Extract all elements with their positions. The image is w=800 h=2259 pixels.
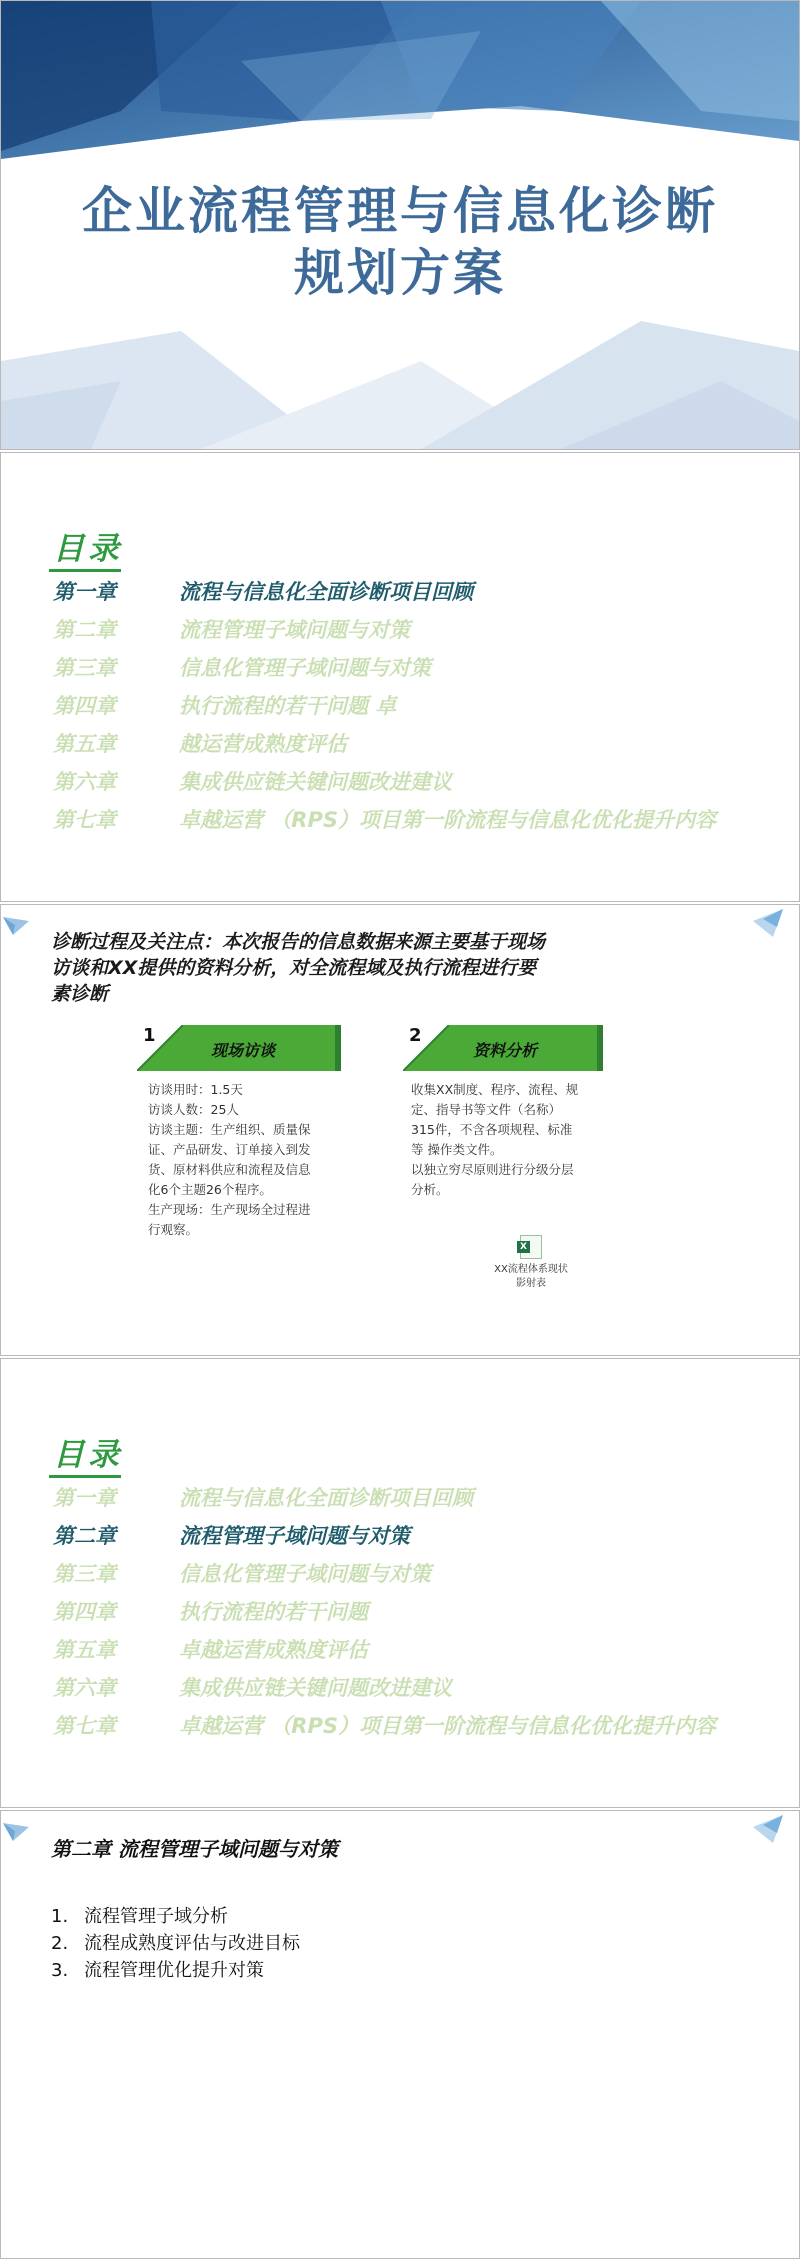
toc-chapter-title: 流程管理子域问题与对策 <box>179 1524 410 1548</box>
toc-chapter-number: 第三章 <box>53 1562 116 1586</box>
card-line: 315件，不含各项规程、标准 <box>411 1122 573 1137</box>
card-line: 以独立穷尽原则进行分级分层 <box>411 1162 574 1177</box>
card-line: 访谈主题：生产组织、质量保 <box>148 1122 311 1137</box>
toc-item-chapter-7[interactable] <box>53 1710 716 1744</box>
list-item-text: 流程成熟度评估与改进目标 <box>84 1933 300 1954</box>
toc-chapter-title: 执行流程的若干问题 <box>179 1600 368 1624</box>
corner-decoration-left <box>3 1821 31 1843</box>
card-line: 证、产品研发、订单接入到发 <box>148 1142 311 1157</box>
toc-item-chapter-1[interactable] <box>53 1482 473 1516</box>
toc-item-chapter-6[interactable] <box>53 1672 452 1706</box>
list-item <box>51 1957 300 1984</box>
corner-decoration-right <box>749 907 785 939</box>
card-line: 收集XX制度、程序、流程、规 <box>411 1082 579 1097</box>
toc-chapter-number: 第二章 <box>53 1524 116 1548</box>
toc-item-chapter-7[interactable] <box>53 804 716 838</box>
toc-chapter-number: 第四章 <box>53 1600 116 1624</box>
toc-item-chapter-3[interactable] <box>53 652 431 686</box>
toc-heading: 目录 <box>53 531 123 567</box>
chapter2-list <box>51 1903 300 1984</box>
list-item <box>51 1930 300 1957</box>
toc-chapter-number: 第六章 <box>53 770 116 794</box>
toc-chapter-title: 流程与信息化全面诊断项目回顾 <box>179 580 473 604</box>
list-item-number: 3. <box>51 1960 69 1981</box>
toc-chapter-number: 第七章 <box>53 808 116 832</box>
diagnosis-heading-line1: 诊断过程及关注点：本次报告的信息数据来源主要基于现场 <box>51 931 546 953</box>
diagnosis-slide <box>0 904 800 1356</box>
toc-item-chapter-4[interactable] <box>53 690 396 724</box>
toc-chapter-number: 第一章 <box>53 1486 116 1510</box>
toc-chapter-number: 第四章 <box>53 694 116 718</box>
toc-slide-1 <box>0 452 800 902</box>
chapter2-slide <box>0 1810 800 2259</box>
toc-chapter-title: 越运营成熟度评估 <box>179 732 347 756</box>
card-line: 访谈用时：1.5天 <box>148 1082 243 1097</box>
toc-chapter-number: 第一章 <box>53 580 116 604</box>
toc-chapter-title: 集成供应链关键问题改进建议 <box>179 770 452 794</box>
card-banner-docs <box>403 1025 603 1071</box>
excel-file-icon[interactable]: X <box>520 1235 542 1259</box>
toc-chapter-number: 第五章 <box>53 1638 116 1662</box>
toc-chapter-title: 卓越运营 （RPS）项目第一阶流程与信息化优化提升内容 <box>179 808 716 832</box>
corner-decoration-right <box>749 1813 785 1845</box>
toc-chapter-number: 第三章 <box>53 656 116 680</box>
toc-chapter-number: 第六章 <box>53 1676 116 1700</box>
cover-title-line2: 规划方案 <box>294 244 506 302</box>
list-item-text: 流程管理子域分析 <box>84 1906 228 1927</box>
toc-heading-underline <box>49 569 121 572</box>
attachment-label-line1: XX流程体系现状 <box>494 1264 568 1275</box>
card-body-docs <box>411 1080 607 1200</box>
card-line: 访谈人数：25人 <box>148 1102 239 1117</box>
toc-chapter-title: 集成供应链关键问题改进建议 <box>179 1676 452 1700</box>
toc-item-chapter-1[interactable] <box>53 576 473 610</box>
cover-slide <box>0 0 800 450</box>
card-title: 资料分析 <box>473 1041 538 1060</box>
toc-slide-2 <box>0 1358 800 1808</box>
chapter2-heading: 第二章 流程管理子域问题与对策 <box>51 1837 338 1861</box>
list-item <box>51 1903 300 1930</box>
toc-item-chapter-5[interactable] <box>53 1634 368 1668</box>
list-item-text: 流程管理优化提升对策 <box>84 1960 264 1981</box>
toc-chapter-title: 卓越运营成熟度评估 <box>179 1638 368 1662</box>
card-title: 现场访谈 <box>211 1041 276 1060</box>
card-number: 1 <box>143 1025 156 1046</box>
card-line: 行观察。 <box>148 1222 199 1237</box>
list-item-number: 1. <box>51 1906 69 1927</box>
toc-chapter-title: 执行流程的若干问题 卓 <box>179 694 397 718</box>
card-line: 等 操作类文件。 <box>411 1142 503 1157</box>
diagnosis-heading-line2: 访谈和XX提供的资料分析，对全流程域及执行流程进行要 <box>51 957 537 979</box>
toc-heading: 目录 <box>53 1437 123 1473</box>
toc-chapter-title: 流程与信息化全面诊断项目回顾 <box>179 1486 473 1510</box>
attachment-label <box>491 1263 571 1291</box>
toc-chapter-number: 第七章 <box>53 1714 116 1738</box>
list-item-number: 2. <box>51 1933 69 1954</box>
card-body-interview <box>148 1080 338 1240</box>
attachment-label-line2: 影射表 <box>516 1278 546 1289</box>
diagnosis-heading-line3: 素诊断 <box>51 983 109 1005</box>
toc-item-chapter-2[interactable] <box>53 614 410 648</box>
toc-item-chapter-2[interactable] <box>53 1520 410 1554</box>
card-line: 定、指导书等文件（名称） <box>411 1102 562 1117</box>
card-banner-interview <box>137 1025 341 1071</box>
toc-chapter-title: 信息化管理子域问题与对策 <box>179 656 431 680</box>
diagnosis-heading <box>51 929 651 1007</box>
attachment-excel[interactable] <box>491 1235 571 1291</box>
card-number: 2 <box>409 1025 422 1046</box>
card-line: 生产现场：生产现场全过程进 <box>148 1202 311 1217</box>
card-line: 化6个主题26个程序。 <box>148 1182 272 1197</box>
toc-heading-underline <box>49 1475 121 1478</box>
toc-item-chapter-4[interactable] <box>53 1596 368 1630</box>
cover-title-line1: 企业流程管理与信息化诊断 <box>82 182 718 240</box>
card-line: 分析。 <box>411 1182 449 1197</box>
toc-chapter-title: 卓越运营 （RPS）项目第一阶流程与信息化优化提升内容 <box>179 1714 716 1738</box>
cover-title <box>1 182 799 302</box>
toc-chapter-title: 流程管理子域问题与对策 <box>179 618 410 642</box>
toc-item-chapter-3[interactable] <box>53 1558 431 1592</box>
toc-chapter-number: 第二章 <box>53 618 116 642</box>
toc-chapter-number: 第五章 <box>53 732 116 756</box>
corner-decoration-left <box>3 915 31 937</box>
toc-chapter-title: 信息化管理子域问题与对策 <box>179 1562 431 1586</box>
toc-item-chapter-6[interactable] <box>53 766 452 800</box>
card-line: 货、原材料供应和流程及信息 <box>148 1162 311 1177</box>
toc-item-chapter-5[interactable] <box>53 728 347 762</box>
